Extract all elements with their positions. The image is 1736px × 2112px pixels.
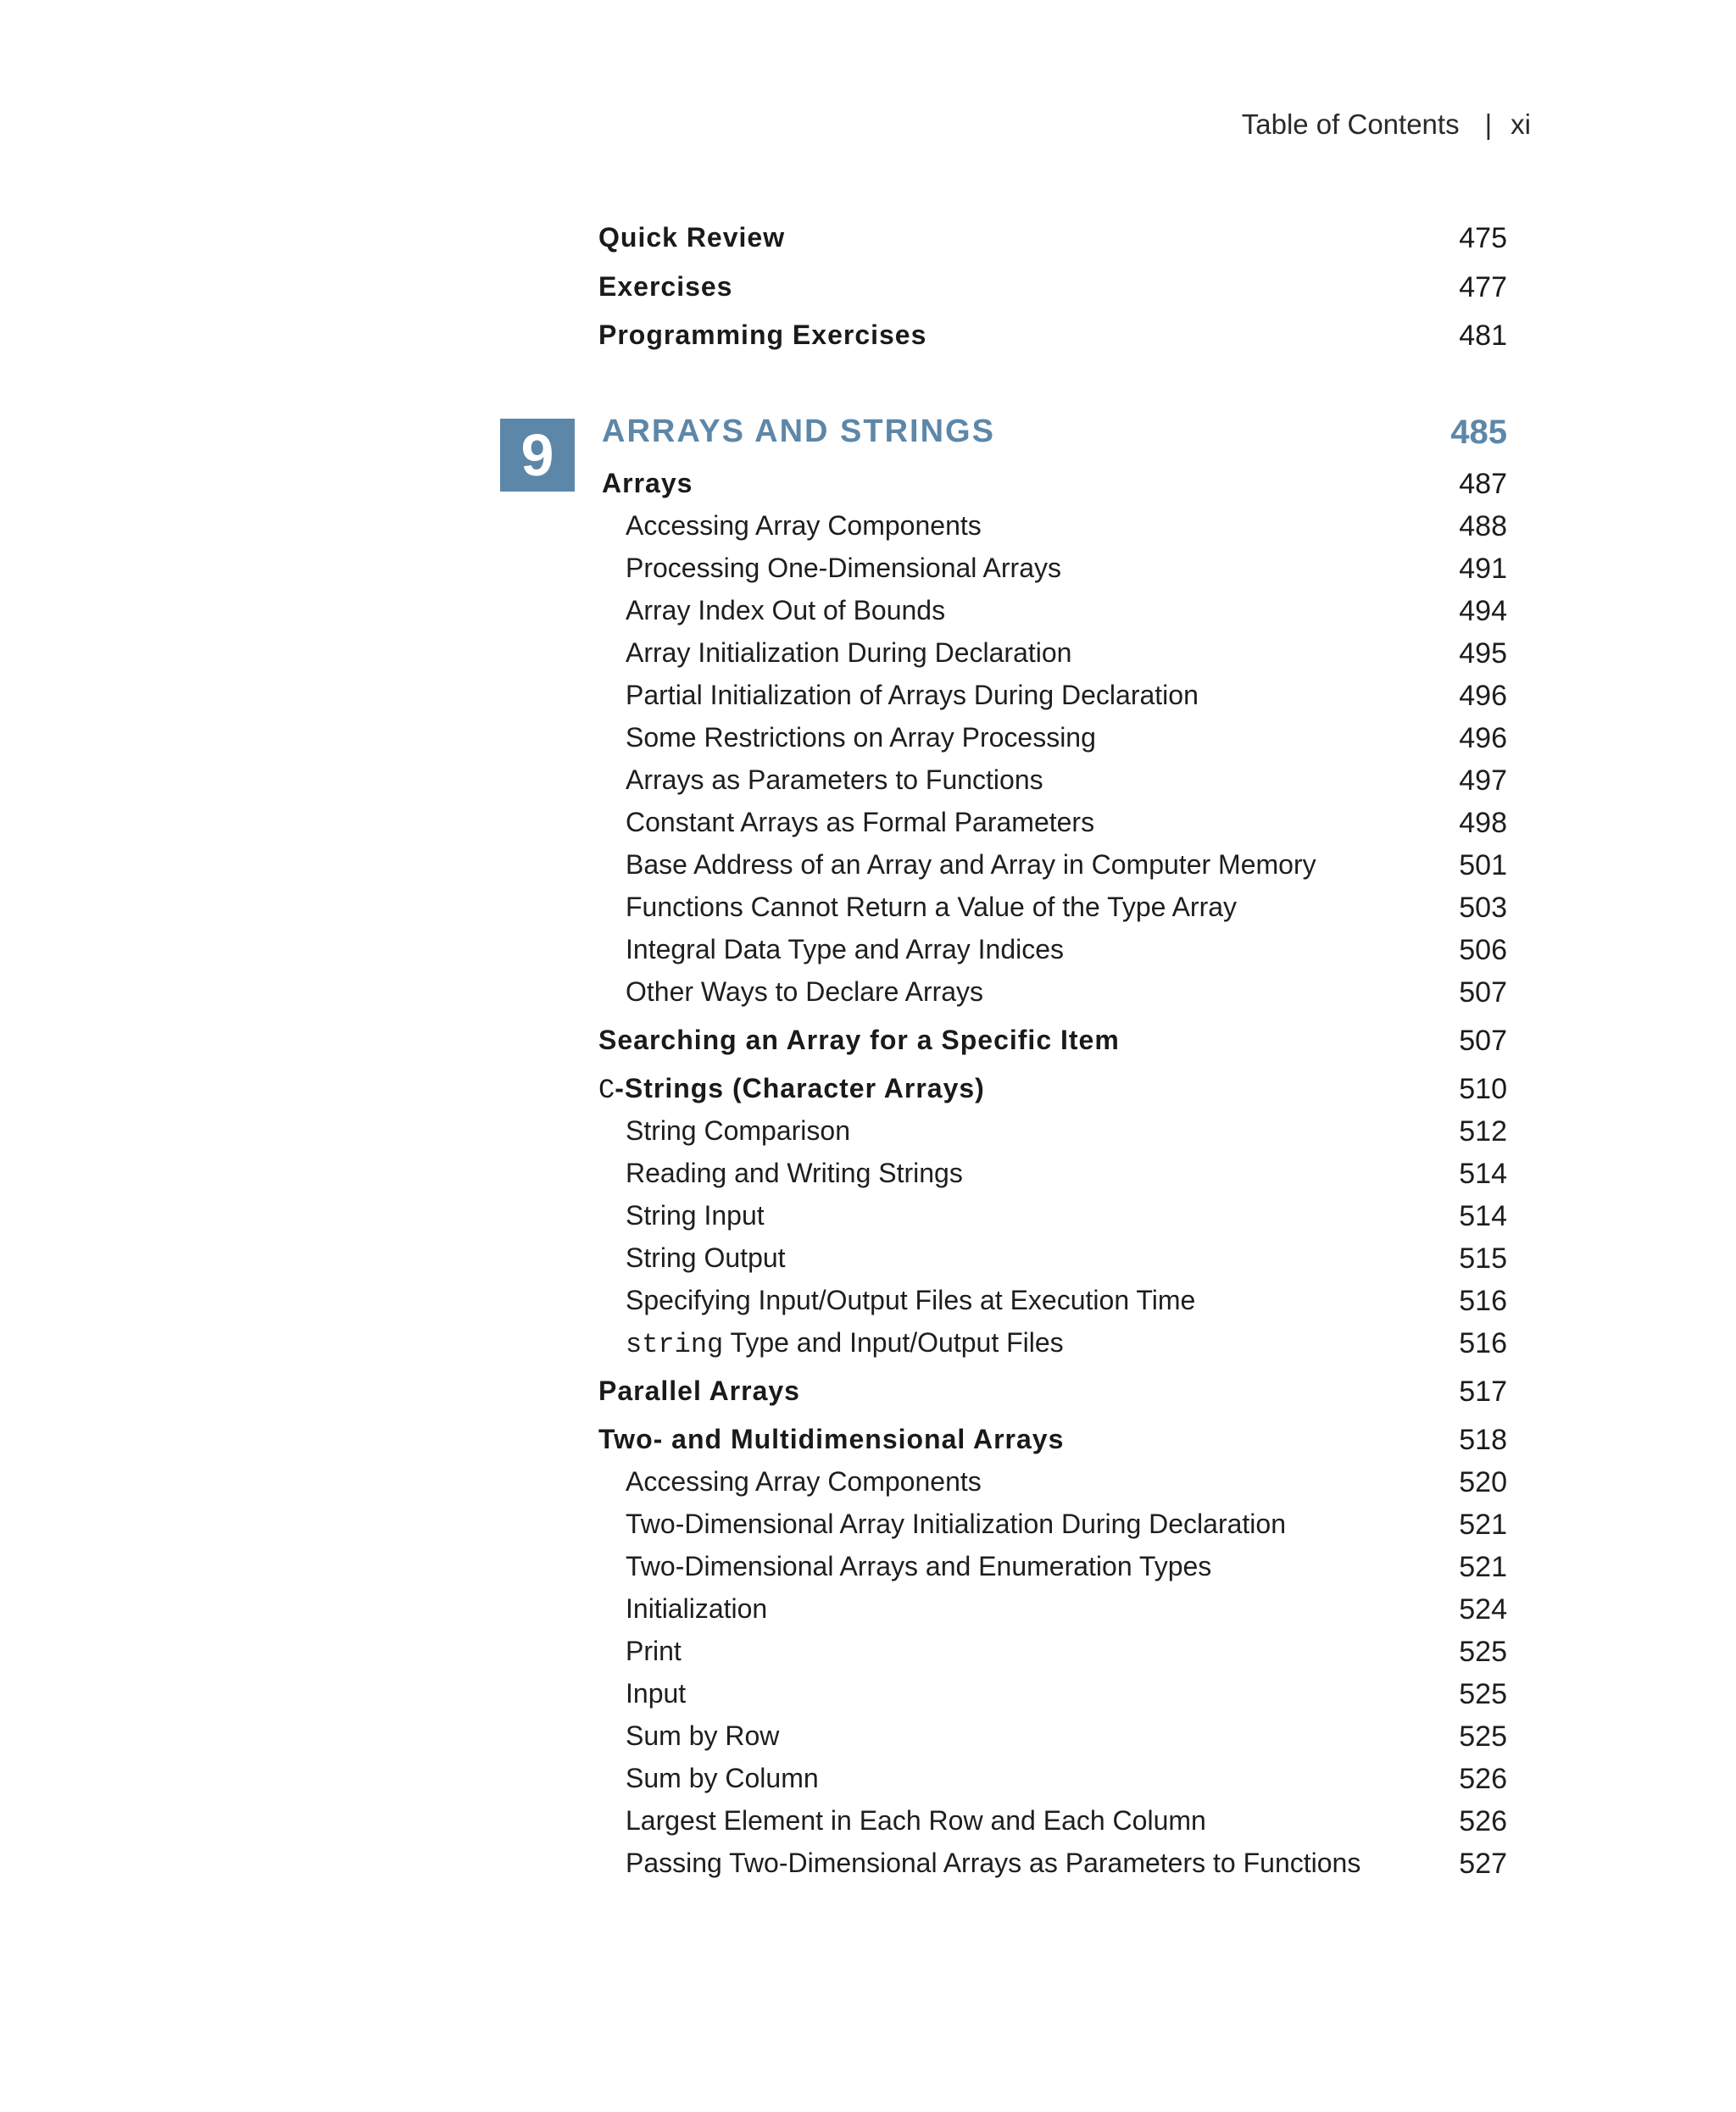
toc-entry-quick-review[interactable] [598, 222, 1507, 264]
toc-subentry[interactable] [598, 1593, 1507, 1636]
toc-entry-label: Arrays as Parameters to Functions [626, 764, 1043, 795]
toc-entry-page: 517 [1459, 1376, 1507, 1408]
toc-entry-label: Some Restrictions on Array Processing [626, 722, 1096, 753]
toc-subentry[interactable] [598, 1242, 1507, 1285]
toc-entry-page: 488 [1459, 510, 1507, 542]
toc-entry-exercises[interactable] [598, 271, 1507, 314]
toc-entry-page: 514 [1459, 1200, 1507, 1232]
toc-entry-label: Accessing Array Components [626, 1466, 982, 1497]
code-text: C [598, 1075, 615, 1106]
toc-subentry[interactable] [598, 1115, 1507, 1158]
toc-subentry[interactable] [598, 976, 1507, 1019]
toc-entry-page: 494 [1459, 595, 1507, 627]
toc-subentry[interactable] [598, 1509, 1507, 1551]
toc-subentry[interactable] [598, 1551, 1507, 1593]
toc-subentry[interactable] [598, 892, 1507, 934]
toc-entry-page: 512 [1459, 1115, 1507, 1148]
toc-subentry[interactable] [598, 1805, 1507, 1848]
toc-subentry[interactable] [598, 595, 1507, 637]
toc-entry-label: String Input [626, 1200, 765, 1231]
toc-entry-label: Print [626, 1636, 682, 1666]
toc-entry-arrays[interactable] [602, 468, 1507, 510]
toc-subentry[interactable] [598, 1763, 1507, 1805]
toc-entry-label: Array Index Out of Bounds [626, 595, 946, 625]
toc-entry-label: String Comparison [626, 1115, 850, 1146]
toc-entry-label: Exercises [598, 271, 733, 302]
toc-entry-page: 521 [1459, 1551, 1507, 1583]
toc-entry-label: Integral Data Type and Array Indices [626, 934, 1065, 964]
toc-entry-label: Two- and Multidimensional Arrays [598, 1424, 1065, 1454]
toc-subentry[interactable] [598, 1200, 1507, 1242]
toc-entry-page: 496 [1459, 722, 1507, 754]
toc-entry-label: Reading and Writing Strings [626, 1158, 963, 1188]
toc-entry-label: Two-Dimensional Array Initialization During Declaration [626, 1509, 1286, 1539]
running-head [1242, 108, 1531, 141]
toc-entry-label: Quick Review [598, 222, 786, 253]
toc-entry-page: 477 [1459, 271, 1507, 303]
toc-entry-label: Constant Arrays as Formal Parameters [626, 807, 1095, 837]
toc-entry-label: Largest Element in Each Row and Each Column [626, 1805, 1206, 1836]
toc-entry-page: 491 [1459, 553, 1507, 585]
toc-entry-page: 526 [1459, 1805, 1507, 1837]
toc-subentry[interactable] [598, 1636, 1507, 1678]
toc-entry-page: 514 [1459, 1158, 1507, 1190]
toc-entry-label: Array Initialization During Declaration [626, 637, 1072, 668]
toc-subentry[interactable] [598, 1158, 1507, 1200]
toc-entry-page: 516 [1459, 1327, 1507, 1359]
toc-entry-page: 506 [1459, 934, 1507, 966]
toc-entry-page: 525 [1459, 1678, 1507, 1710]
toc-entry-label: Arrays [602, 468, 693, 498]
toc-entry-label: Two-Dimensional Arrays and Enumeration Types [626, 1551, 1212, 1581]
toc-entry-page: 507 [1459, 976, 1507, 1009]
label-text: -Strings (Character Arrays) [615, 1073, 985, 1103]
toc-subentry[interactable] [598, 849, 1507, 892]
toc-entry-label: Partial Initialization of Arrays During Declaration [626, 680, 1199, 710]
toc-subentry[interactable] [598, 722, 1507, 764]
toc-subentry[interactable] [598, 1678, 1507, 1720]
chapter-title-row[interactable] [602, 414, 1507, 456]
toc-entry-page: 487 [1459, 468, 1507, 500]
toc-entry-page: 507 [1459, 1025, 1507, 1057]
toc-entry-label: Input [626, 1678, 687, 1709]
toc-subentry[interactable] [598, 637, 1507, 680]
toc-entry-label: Specifying Input/Output Files at Execution Time [626, 1285, 1196, 1315]
toc-entry-label [598, 1073, 985, 1106]
toc-entry-page: 495 [1459, 637, 1507, 670]
chapter-number-badge: 9 [500, 419, 575, 492]
toc-entry-label: Initialization [626, 1593, 768, 1624]
toc-subentry[interactable] [598, 1285, 1507, 1327]
toc-entry-page: 518 [1459, 1424, 1507, 1456]
toc-entry-page: 527 [1459, 1848, 1507, 1880]
toc-entry-label: Programming Exercises [598, 320, 927, 350]
toc-subentry[interactable] [598, 1466, 1507, 1509]
toc-entry-page: 526 [1459, 1763, 1507, 1795]
toc-subentry[interactable] [598, 680, 1507, 722]
toc-entry-page: 520 [1459, 1466, 1507, 1498]
toc-entry-label: Sum by Column [626, 1763, 819, 1793]
label-text: Type and Input/Output Files [723, 1327, 1064, 1358]
running-head-section: Table of Contents [1241, 108, 1460, 140]
toc-entry-page: 516 [1459, 1285, 1507, 1317]
toc-entry-label: Base Address of an Array and Array in Computer Memory [626, 849, 1316, 880]
toc-subentry[interactable] [598, 553, 1507, 595]
toc-entry-label: Functions Cannot Return a Value of the Type Array [626, 892, 1238, 922]
toc-subentry[interactable] [598, 1848, 1507, 1890]
chapter-page: 485 [1450, 414, 1507, 451]
toc-entry-page: 524 [1459, 1593, 1507, 1626]
toc-entry-label: Passing Two-Dimensional Arrays as Parameters to Functions [626, 1848, 1361, 1878]
toc-entry-label: Parallel Arrays [598, 1376, 800, 1406]
toc-subentry[interactable] [598, 510, 1507, 553]
toc-entry-parallel-arrays[interactable] [598, 1376, 1507, 1418]
toc-entry-page: 481 [1459, 320, 1507, 352]
toc-entry-label [626, 1327, 1064, 1360]
toc-entry-label: Searching an Array for a Specific Item [598, 1025, 1120, 1055]
toc-entry-page: 497 [1459, 764, 1507, 797]
toc-entry-page: 498 [1459, 807, 1507, 839]
toc-entry-searching[interactable] [598, 1025, 1507, 1067]
chapter-title: ARRAYS AND STRINGS [602, 414, 995, 449]
toc-entry-page: 510 [1459, 1073, 1507, 1105]
code-text: string [626, 1329, 724, 1360]
toc-subentry[interactable] [598, 807, 1507, 849]
toc-entry-page: 515 [1459, 1242, 1507, 1275]
toc-subentry[interactable] [598, 934, 1507, 976]
toc-entry-c-strings[interactable] [598, 1073, 1507, 1115]
running-head-separator: | [1484, 108, 1493, 140]
toc-subentry[interactable] [598, 764, 1507, 807]
toc-entry-label: Processing One-Dimensional Arrays [626, 553, 1061, 583]
toc-entry-page: 496 [1459, 680, 1507, 712]
toc-subentry[interactable] [598, 1720, 1507, 1763]
toc-entry-label: Sum by Row [626, 1720, 780, 1751]
toc-subentry-string-type[interactable] [598, 1327, 1507, 1370]
toc-entry-multidimensional-arrays[interactable] [598, 1424, 1507, 1466]
toc-entry-page: 475 [1459, 222, 1507, 254]
toc-entry-programming-exercises[interactable] [598, 320, 1507, 362]
toc-entry-label: Accessing Array Components [626, 510, 982, 541]
toc-entry-label: Other Ways to Declare Arrays [626, 976, 984, 1007]
toc-entry-page: 521 [1459, 1509, 1507, 1541]
toc-entry-label: String Output [626, 1242, 786, 1273]
toc-entry-page: 525 [1459, 1720, 1507, 1753]
toc-entry-page: 525 [1459, 1636, 1507, 1668]
toc-entry-page: 501 [1459, 849, 1507, 881]
toc-entry-page: 503 [1459, 892, 1507, 924]
running-head-page: xi [1511, 108, 1531, 140]
